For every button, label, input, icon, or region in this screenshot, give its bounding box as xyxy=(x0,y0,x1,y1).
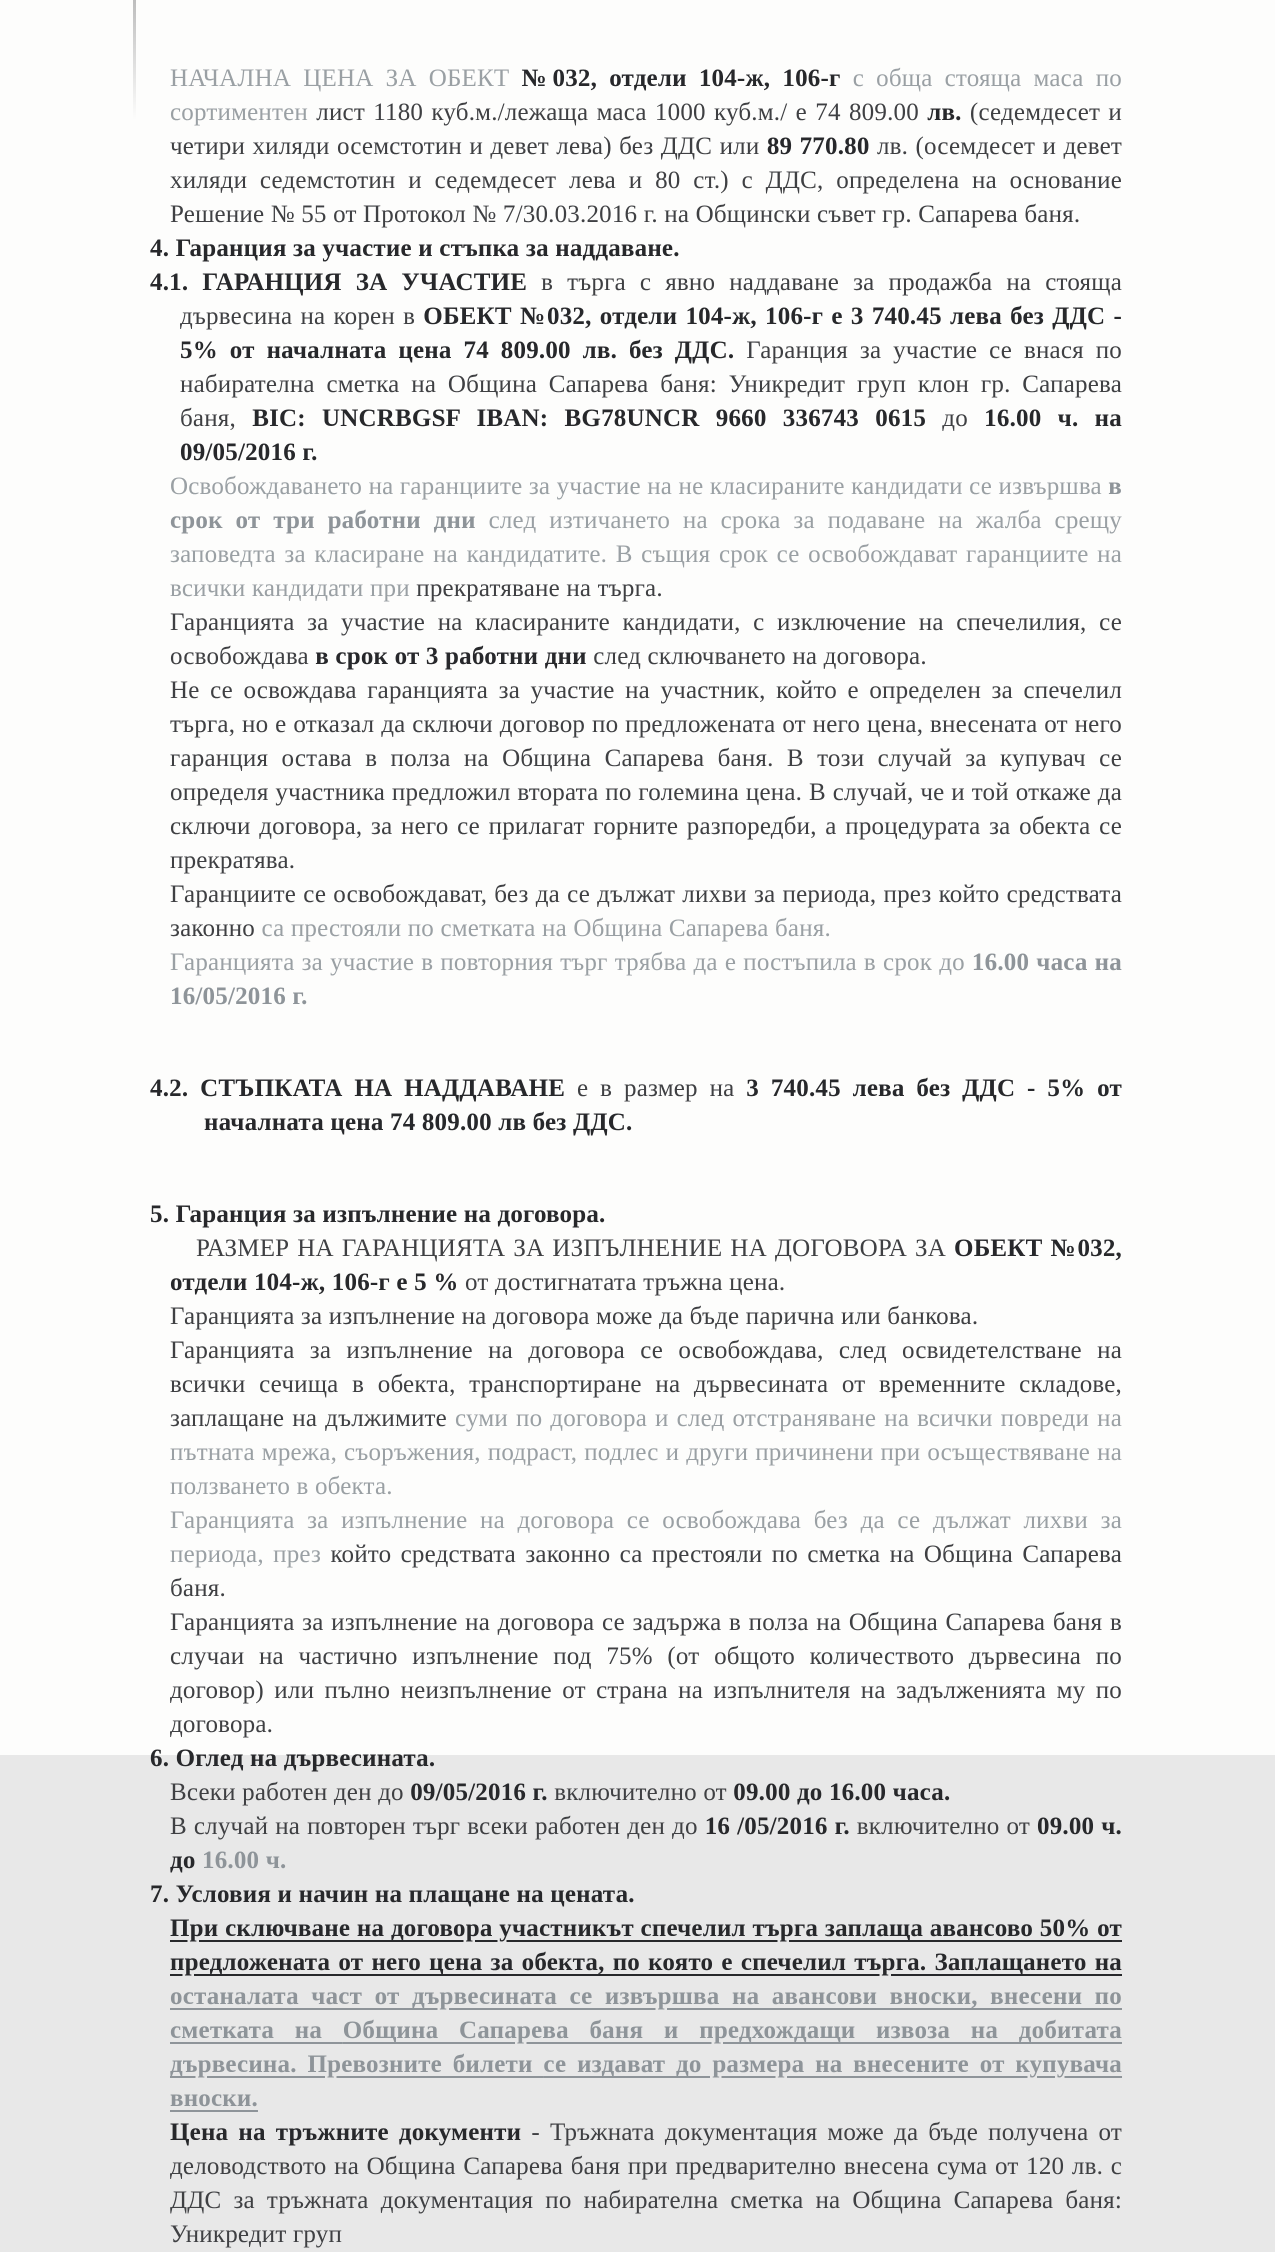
scan-edge-artifact xyxy=(133,0,136,120)
text-run: Всеки работен ден до xyxy=(170,1779,411,1806)
text-run: суми по договора и след отстраняване на всички повреди на пътната мрежа, съоръжения, xyxy=(170,1405,1122,1466)
text-run: Оглед на дървесината. xyxy=(175,1745,436,1772)
text-run: Гаранцията за изпълнение на договора се освобождава, след освидетелстване на всички сечища в обекта, транспортиране на дървесината от временните складове, заплащане на дължимите xyxy=(170,1337,1122,1432)
text-run: НАЧАЛНА ЦЕНА ЗА ОБЕКТ xyxy=(170,65,522,92)
text-run: се издават до размера на внесените от купувача вноски. xyxy=(170,2051,1123,2112)
text-run: в срок от 3 работни дни xyxy=(315,643,594,670)
section-5-heading xyxy=(150,1198,1122,1232)
section-4-2-paragraph xyxy=(150,1072,1122,1140)
text-run: ОБЕКТ №032, отдели 104-ж, 106-г е 5 % xyxy=(170,1235,1122,1296)
text-run: прекратяване на търга. xyxy=(416,575,663,602)
performance-guarantee-form-paragraph xyxy=(150,1300,1122,1334)
text-run: от достигнатата тръжна цена. xyxy=(464,1269,786,1296)
text-run: СТЪПКАТА НА НАДДАВАНЕ xyxy=(200,1075,577,1102)
text-run: Гаранцията за изпълнение на договора се освобождава без да се дължат лихви за периода, през xyxy=(170,1507,1122,1568)
text-run: Гаранция за участие се внася по набирателна сметка на Община Сапарева баня: Уникредит груп клон гр. Сапарева баня, xyxy=(180,337,1123,432)
text-run: след сключването на договора. xyxy=(593,643,927,670)
text-run: 09/05/2016 г. xyxy=(410,1779,555,1806)
text-run: Не се освождава гаранцията за участие на участник, който е определен за спечелил търга, но е отказал да сключи договор по предложената от него цена, внесената от него гаранция остава в полза на Община Сапарева баня. В този случай за купувач се определя участника предложил втората по големина цена. В случай, че и той откаже да сключи договора, за него се прилагат горните разпоредби, а процедурата за обекта се прекратява. xyxy=(170,677,1122,874)
text-run: 16.00 часа на xyxy=(971,949,1122,976)
text-run: Гаранция за изпълнение на договора. xyxy=(175,1201,606,1228)
text-run: 7. xyxy=(150,1881,176,1908)
section-7-heading xyxy=(150,1878,1122,1912)
text-run: Освобождаването на гаранциите за участие на не класираните кандидати се извършва xyxy=(170,473,1109,500)
text-run: подраст, подлес и други причинени при осъществяване на ползването в обекта. xyxy=(170,1439,1122,1500)
performance-guarantee-release-paragraph xyxy=(150,1334,1122,1504)
text-run: (седемдесет и четири хиляди осемстотин и девет лева) без ДДС или xyxy=(170,99,1122,160)
text-run: 5. xyxy=(150,1201,176,1228)
text-run: с обща стояща маса по сортиментен xyxy=(170,65,1122,126)
text-run: 16 /05/2016 г. xyxy=(704,1813,857,1840)
guarantee-release-unranked-paragraph xyxy=(150,470,1122,606)
text-run: 89 770.80 xyxy=(766,133,877,160)
text-run: Условия и начин на плащане на цената. xyxy=(175,1881,635,1908)
text-run: лв. (осемдесет и девет хиляди седемстотин и седемдесет лева и 80 ст.) с ДДС, определена на основание Решение № 55 от Протокол № 7/30.03.2016 г. на Общински съвет гр. Сапарева баня. xyxy=(170,133,1122,228)
text-run: BIC: UNCRBGSF IBAN: BG78UNCR 9660 336743 0615 xyxy=(252,405,943,432)
tender-documents-price-paragraph xyxy=(150,2116,1122,2252)
section-4-1-paragraph xyxy=(150,266,1122,470)
payment-terms-underlined-paragraph xyxy=(150,1912,1122,2116)
text-run: на кандидатите. В същия срок се освобождават гаранциите на всички кандидати при xyxy=(170,541,1123,602)
intro-paragraph xyxy=(150,62,1122,232)
text-run: Гаранцията за изпълнение на договора може да бъде парична или банкова. xyxy=(170,1303,979,1330)
text-run: лв. xyxy=(927,99,970,126)
text-run: Община Сапарева баня и предхождащи извоза на добитата дървесина. Превозните билети xyxy=(170,2017,1122,2078)
text-run: №032, отдели 104-ж, 106-г xyxy=(521,65,853,92)
text-run: 16.00 ч. xyxy=(202,1847,287,1874)
text-run: 16.00 ч. на 09/05/2016 г. xyxy=(180,405,1122,466)
section-4-heading xyxy=(150,232,1122,266)
text-run: до xyxy=(170,1847,202,1874)
text-run: 16/05/2016 г. xyxy=(170,983,308,1010)
text-run: са престояли по сметката на Община Сапарева баня. xyxy=(261,915,831,942)
section-6-heading xyxy=(150,1742,1122,1776)
repeat-auction-guarantee-paragraph xyxy=(150,946,1122,1014)
performance-guarantee-no-interest-paragraph xyxy=(150,1504,1122,1606)
text-run: 3 740.45 лева без ДДС - 5% от началната цена 74 809.00 лв без ДДС. xyxy=(204,1075,1123,1136)
text-run: 09.00 ч. xyxy=(1037,1813,1123,1840)
text-run: включително от xyxy=(856,1813,1037,1840)
text-run: Цена на тръжните документи xyxy=(170,2119,532,2146)
text-run: Гаранцията за участие на класираните кандидати, с изключение на спечелилия, се освобождава xyxy=(170,609,1122,670)
performance-guarantee-size-paragraph xyxy=(150,1232,1122,1300)
text-run: който средствата законно са престояли по сметка на Община Сапарева баня. xyxy=(170,1541,1122,1602)
text-run: В случай на повторен търг всеки работен ден до xyxy=(170,1813,705,1840)
guarantee-retained-paragraph xyxy=(150,674,1122,878)
text-run: останалата част от дървесината се извършва на авансови вноски, внесени по сметката на xyxy=(170,1983,1122,2044)
text-run: е в размер на xyxy=(577,1075,747,1102)
performance-guarantee-withheld-paragraph xyxy=(150,1606,1122,1742)
text-run: - Тръжната документация може да бъде получена от деловодството на Община Сапарева баня при предварително внесена сума от 120 лв. с ДДС за тръжната документация по набирателна сметка на Община Сапарева баня: Уникредит груп xyxy=(170,2119,1122,2248)
text-run: 4.2. xyxy=(150,1075,201,1102)
guarantee-no-interest-paragraph xyxy=(150,878,1122,946)
repeat-inspection-schedule-paragraph xyxy=(150,1810,1122,1878)
guarantee-release-ranked-paragraph xyxy=(150,606,1122,674)
inspection-schedule-paragraph xyxy=(150,1776,1122,1810)
text-run: 09.00 до 16.00 часа. xyxy=(733,1779,951,1806)
text-run: включително от xyxy=(554,1779,734,1806)
text-run: лист 1180 куб.м./лежаща маса 1000 куб.м./ е 74 809.00 xyxy=(316,99,928,126)
text-run: Гаранцията за участие в повторния търг трябва да е постъпила в срок до xyxy=(170,949,972,976)
text-run: ОБЕКТ №032, отдели 104-ж, 106-г е 3 740.45 лева без ДДС - 5% от началната цена 74 809.00 лв. без ДДС. xyxy=(180,303,1122,364)
text-run: в срок от три работни дни xyxy=(170,473,1122,534)
text-run: При сключване на договора участникът спечелил търга заплаща авансово 50% от xyxy=(170,1915,1122,1942)
text-run: в търга с явно наддаване за продажба на стояща дървесина на корен в xyxy=(180,269,1123,330)
document-body xyxy=(150,62,1122,2252)
text-run: ГАРАНЦИЯ ЗА УЧАСТИЕ xyxy=(202,269,542,296)
text-run: Гаранция за участие и стъпка за наддаване. xyxy=(175,235,680,262)
text-run: РАЗМЕР НА ГАРАНЦИЯТА ЗА ИЗПЪЛНЕНИЕ НА ДОГОВОРА ЗА xyxy=(196,1235,955,1262)
text-run: 4. xyxy=(150,235,176,262)
text-run: Гаранцията за изпълнение на договора се задържа в полза на Община Сапарева баня в случаи на частично изпълнение под 75% (от общото количеството дървесина по договор) или пълно неизпълнение от страна на изпълнителя на задълженията му по договора. xyxy=(170,1609,1122,1738)
text-run: Гаранциите се освобождават, без да се дължат лихви за периода, през който средствата законно xyxy=(170,881,1122,942)
text-run: предложената от него цена за обекта, по която е спечелил търга. Заплащането на xyxy=(170,1949,1122,1976)
text-run: до xyxy=(942,405,985,432)
text-run: 4.1. xyxy=(150,269,203,296)
text-run: 6. xyxy=(150,1745,176,1772)
text-run: след изтичането на срока за подаване на жалба срещу заповедта за класиране xyxy=(170,507,1122,568)
